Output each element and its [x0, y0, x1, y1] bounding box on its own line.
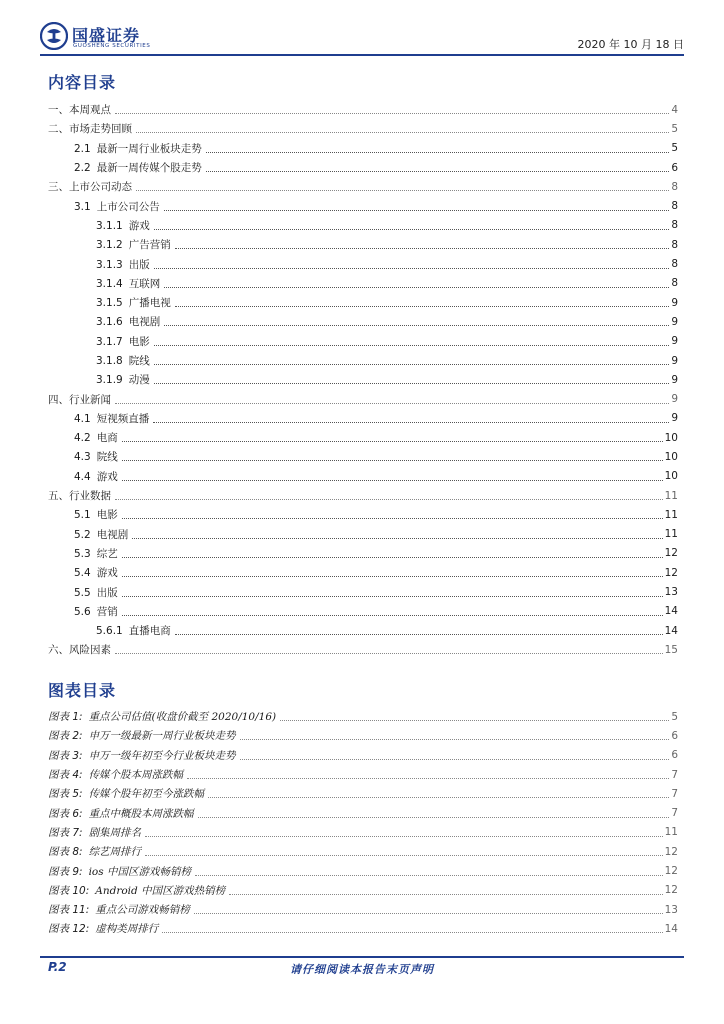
- figure-index-list: [48, 707, 678, 939]
- dot-leader: [154, 258, 670, 269]
- dot-leader: [187, 768, 669, 779]
- toc-entry-page: 12: [664, 566, 678, 579]
- dot-leader: [154, 354, 670, 365]
- dot-leader: [132, 528, 662, 539]
- figure-entry[interactable]: [48, 900, 678, 919]
- toc-entry-page: 6: [671, 161, 678, 174]
- figure-entry-text: Android 中国区游戏热销榜: [95, 884, 226, 897]
- dot-leader: [136, 122, 669, 133]
- toc-entry-label: [74, 507, 120, 522]
- toc-entry[interactable]: [48, 312, 678, 331]
- toc-entry-number: 3.1.2: [96, 239, 123, 252]
- figure-entry-text: 重点公司游戏畅销榜: [95, 904, 190, 917]
- toc-entry-page: 5: [671, 122, 678, 135]
- dot-leader: [122, 586, 663, 597]
- figure-entry-label: [48, 883, 227, 898]
- figure-entry[interactable]: [48, 726, 678, 745]
- toc-entry-page: 8: [671, 180, 678, 193]
- toc-entry[interactable]: [48, 582, 678, 601]
- figure-entry[interactable]: [48, 784, 678, 803]
- toc-entry-text: 短视频直播: [96, 412, 150, 425]
- toc-entry-page: 10: [664, 470, 678, 483]
- toc-entry-label: [74, 160, 204, 175]
- dot-leader: [136, 180, 669, 191]
- figure-entry-label: [48, 767, 185, 782]
- figure-entry-number: 图表 7:: [48, 826, 83, 839]
- dot-leader: [154, 373, 670, 384]
- toc-entry-text: 营销: [96, 605, 118, 618]
- toc-entry-page: 8: [671, 200, 678, 213]
- toc-entry[interactable]: [48, 602, 678, 621]
- toc-entry-label: [48, 121, 134, 136]
- toc-entry-label: [74, 469, 120, 484]
- toc-entry-text: 最新一周行业板块走势: [96, 142, 202, 155]
- figure-entry-text: 综艺周排行: [88, 846, 142, 859]
- toc-entry-text: 广播电视: [128, 297, 171, 310]
- toc-entry[interactable]: [48, 235, 678, 254]
- dot-leader: [229, 884, 663, 895]
- figure-entry[interactable]: [48, 842, 678, 861]
- dot-leader: [122, 431, 663, 442]
- dot-leader: [122, 450, 663, 461]
- toc-entry[interactable]: [48, 563, 678, 582]
- figure-entry-label: [48, 902, 192, 917]
- figure-entry-text: 传媒个股本周涨跌幅: [88, 769, 184, 782]
- figure-entry[interactable]: [48, 765, 678, 784]
- figure-entry-label: [48, 806, 196, 821]
- figure-entry-text: 传媒个股年初至今涨跌幅: [88, 788, 205, 801]
- figure-entry-label: [48, 748, 238, 763]
- figure-entry[interactable]: [48, 919, 678, 938]
- dot-leader: [164, 200, 670, 211]
- toc-entry[interactable]: [48, 505, 678, 524]
- toc-entry-label: [96, 334, 152, 349]
- toc-entry-label: [74, 430, 120, 445]
- toc-entry-page: 10: [664, 431, 678, 444]
- toc-entry-label: [96, 276, 162, 291]
- toc-entry-text: 四、行业新闻: [48, 393, 111, 406]
- toc-entry-label: [96, 218, 152, 233]
- figure-entry-page: 13: [664, 903, 678, 916]
- toc-entry[interactable]: [48, 640, 678, 659]
- toc-entry[interactable]: [48, 158, 678, 177]
- brand-subtitle: GUOSHENG SECURITIES: [73, 43, 151, 49]
- toc-entry-label: [48, 179, 134, 194]
- page-number: P.2: [48, 960, 67, 974]
- toc-entry-number: 4.1: [74, 412, 91, 425]
- figure-entry-number: 图表 8:: [48, 846, 83, 859]
- toc-entry-text: 电商: [96, 432, 118, 445]
- toc-entry-text: 综艺: [96, 547, 118, 560]
- figure-entry-page: 12: [664, 884, 678, 897]
- toc-entry-number: 4.4: [74, 470, 91, 483]
- toc-entry-page: 9: [671, 393, 678, 406]
- toc-entry-number: 3.1: [74, 200, 91, 213]
- figure-entry-number: 图表 12:: [48, 923, 90, 936]
- toc-entry-label: [74, 585, 120, 600]
- toc-entry-page: 9: [671, 315, 678, 328]
- dot-leader: [198, 807, 670, 818]
- toc-entry-number: 4.3: [74, 451, 91, 464]
- dot-leader: [206, 161, 670, 172]
- toc-entry-number: 5.6.1: [96, 625, 123, 638]
- toc-entry-number: 3.1.9: [96, 374, 123, 387]
- toc-entry-number: 5.3: [74, 547, 91, 560]
- dot-leader: [164, 277, 669, 288]
- toc-entry-text: 出版: [128, 258, 150, 271]
- figure-entry-number: 图表 11:: [48, 904, 90, 917]
- figure-entry-text: 重点公司估值(收盘价截至 2020/10/16): [88, 711, 277, 724]
- toc-entry-label: [48, 488, 113, 503]
- toc-entry-text: 院线: [96, 451, 118, 464]
- figure-entry-number: 图表 10:: [48, 884, 90, 897]
- toc-entry[interactable]: [48, 254, 678, 273]
- toc-entry-text: 游戏: [96, 470, 118, 483]
- toc-entry-page: 9: [671, 335, 678, 348]
- toc-entry-number: 3.1.6: [96, 316, 123, 329]
- dot-leader: [240, 749, 670, 760]
- figure-entry-page: 5: [671, 710, 678, 723]
- dot-leader: [240, 729, 670, 740]
- figure-entry-page: 12: [664, 845, 678, 858]
- dot-leader: [154, 219, 670, 230]
- toc-entry-page: 14: [664, 605, 678, 618]
- figure-entry-page: 6: [671, 729, 678, 742]
- toc-entry-number: 3.1.8: [96, 355, 123, 367]
- figure-entry[interactable]: [48, 707, 678, 726]
- dot-leader: [208, 787, 669, 798]
- dot-leader: [122, 508, 663, 519]
- toc-entry-number: 2.1: [74, 142, 91, 155]
- toc-entry-label: [74, 565, 120, 580]
- toc-entry-page: 9: [671, 354, 678, 367]
- figure-entry-label: [48, 864, 193, 879]
- figure-entry[interactable]: [48, 803, 678, 822]
- figure-entry-label: [48, 728, 238, 743]
- toc-entry-page: 9: [671, 412, 678, 425]
- dot-leader: [145, 845, 663, 856]
- toc-entry-text: 电视剧: [128, 316, 161, 329]
- figure-entry-label: [48, 825, 143, 840]
- figure-entry-page: 14: [664, 922, 678, 935]
- dot-leader: [115, 393, 669, 404]
- toc-entry-text: 上市公司公告: [96, 200, 160, 213]
- figure-entry-page: 7: [671, 768, 678, 781]
- dot-leader: [206, 142, 670, 153]
- toc-entry-number: 3.1.3: [96, 258, 123, 271]
- figure-entry-number: 图表 2:: [48, 730, 83, 743]
- toc-entry-number: 5.2: [74, 528, 91, 541]
- dot-leader: [195, 865, 663, 876]
- toc-entry-label: [96, 372, 152, 387]
- toc-entry[interactable]: [48, 428, 678, 447]
- toc-entry-label: [48, 642, 113, 657]
- guosheng-logo-icon: [40, 22, 68, 50]
- figure-entry-label: [48, 709, 278, 724]
- toc-entry[interactable]: [48, 486, 678, 505]
- toc-entry-number: 2.2: [74, 162, 91, 175]
- toc-entry-text: 游戏: [128, 219, 150, 232]
- figure-index-title: 图表目录: [48, 681, 117, 700]
- figure-entry-text: 申万一级年初至今行业板块走势: [88, 749, 236, 762]
- toc-entry-page: 13: [664, 586, 678, 599]
- figure-entry-page: 12: [664, 865, 678, 878]
- toc-entry-text: 院线: [128, 355, 150, 367]
- toc-entry-text: 游戏: [96, 567, 118, 580]
- toc-entry[interactable]: [48, 525, 678, 544]
- toc-entry-page: 9: [671, 373, 678, 386]
- dot-leader: [153, 412, 669, 423]
- toc-entry-label: [74, 604, 120, 619]
- toc-entry-label: [74, 546, 120, 561]
- toc-entry-number: 4.2: [74, 432, 91, 445]
- report-date: 2020 年 10 月 18 日: [577, 38, 684, 51]
- toc-entry-text: 电影: [96, 509, 118, 522]
- toc-entry-label: [96, 353, 152, 368]
- toc-entry[interactable]: [48, 177, 678, 196]
- dot-leader: [175, 624, 663, 635]
- toc-entry[interactable]: [48, 389, 678, 408]
- toc-list: [48, 100, 678, 660]
- toc-entry-page: 12: [664, 547, 678, 560]
- toc-entry-number: 3.1.4: [96, 277, 123, 290]
- toc-entry-label: [96, 623, 173, 638]
- dot-leader: [122, 605, 663, 616]
- toc-entry[interactable]: [48, 293, 678, 312]
- dot-leader: [122, 547, 663, 558]
- toc-entry[interactable]: [48, 467, 678, 486]
- figure-entry[interactable]: [48, 881, 678, 900]
- toc-entry-page: 15: [664, 643, 678, 656]
- figure-entry-label: [48, 786, 206, 801]
- footer-disclaimer: 请仔细阅读本报告末页声明: [290, 963, 434, 976]
- toc-entry-page: 8: [671, 219, 678, 232]
- toc-entry-number: 3.1.5: [96, 297, 123, 310]
- figure-entry-page: 11: [664, 826, 678, 839]
- toc-entry-page: 8: [671, 258, 678, 271]
- dot-leader: [145, 826, 663, 837]
- toc-entry-page: 4: [671, 103, 678, 116]
- figure-entry-text: 剧集周排名: [88, 826, 142, 839]
- toc-entry[interactable]: [48, 370, 678, 389]
- toc-entry-text: 三、上市公司动态: [48, 181, 132, 194]
- toc-entry-text: 动漫: [128, 374, 150, 387]
- toc-entry-page: 9: [671, 296, 678, 309]
- toc-entry-label: [74, 449, 120, 464]
- dot-leader: [164, 315, 669, 326]
- toc-entry[interactable]: [48, 447, 678, 466]
- toc-entry-text: 二、市场走势回顾: [48, 123, 132, 136]
- figure-entry-number: 图表 3:: [48, 749, 83, 762]
- toc-entry-page: 10: [664, 450, 678, 463]
- toc-entry-page: 11: [664, 528, 678, 541]
- figure-entry[interactable]: [48, 746, 678, 765]
- toc-entry-label: [74, 411, 151, 426]
- toc-entry[interactable]: [48, 621, 678, 640]
- figure-entry-number: 图表 9:: [48, 865, 83, 878]
- toc-entry-text: 互联网: [128, 277, 161, 290]
- toc-entry-number: 5.5: [74, 586, 91, 599]
- figure-entry-page: 7: [671, 807, 678, 820]
- toc-entry-label: [96, 295, 173, 310]
- toc-entry-text: 直播电商: [128, 625, 171, 638]
- toc-entry-number: 5.1: [74, 509, 91, 522]
- toc-entry-text: 电影: [128, 335, 150, 348]
- figure-entry-label: [48, 921, 160, 936]
- toc-entry-page: 8: [671, 238, 678, 251]
- toc-entry-text: 最新一周传媒个股走势: [96, 162, 202, 175]
- dot-leader: [115, 489, 663, 500]
- toc-entry[interactable]: [48, 100, 678, 119]
- toc-entry[interactable]: [48, 544, 678, 563]
- toc-entry-label: [96, 257, 152, 272]
- dot-leader: [154, 335, 670, 346]
- dot-leader: [122, 470, 663, 481]
- toc-entry-page: 14: [664, 624, 678, 637]
- dot-leader: [175, 296, 670, 307]
- dot-leader: [194, 903, 663, 914]
- dot-leader: [280, 710, 669, 721]
- dot-leader: [115, 103, 669, 114]
- toc-entry-text: 出版: [96, 586, 118, 599]
- toc-entry-page: 8: [671, 277, 678, 290]
- toc-entry-label: [74, 199, 162, 214]
- figure-entry-text: 重点中概股本周涨跌幅: [88, 807, 194, 820]
- toc-entry[interactable]: [48, 274, 678, 293]
- toc-entry[interactable]: [48, 216, 678, 235]
- toc-entry-text: 电视剧: [96, 528, 129, 541]
- brand-name: 国盛证券: [72, 26, 141, 45]
- figure-entry[interactable]: [48, 823, 678, 842]
- figure-entry-text: ios 中国区游戏畅销榜: [88, 865, 191, 878]
- dot-leader: [175, 238, 670, 249]
- page-header: [40, 22, 684, 52]
- figure-entry-number: 图表 6:: [48, 807, 83, 820]
- toc-entry-text: 六、风险因素: [48, 644, 111, 657]
- toc-title: 内容目录: [48, 73, 117, 92]
- figure-entry-text: 虚构类周排行: [95, 923, 159, 936]
- toc-entry-page: 11: [664, 489, 678, 502]
- figure-entry-number: 图表 1:: [48, 711, 83, 724]
- figure-entry[interactable]: [48, 861, 678, 880]
- toc-entry-number: 3.1.1: [96, 219, 123, 232]
- toc-entry-label: [48, 102, 113, 117]
- toc-entry-label: [96, 314, 162, 329]
- toc-entry-page: 5: [671, 142, 678, 155]
- toc-entry-label: [74, 527, 130, 542]
- toc-entry[interactable]: [48, 409, 678, 428]
- toc-entry-page: 11: [664, 508, 678, 521]
- figure-entry-number: 图表 5:: [48, 788, 83, 801]
- toc-entry[interactable]: [48, 139, 678, 158]
- toc-entry-number: 5.4: [74, 567, 91, 580]
- footer-divider: [40, 956, 684, 958]
- dot-leader: [115, 643, 663, 654]
- toc-entry[interactable]: [48, 332, 678, 351]
- toc-entry[interactable]: [48, 119, 678, 138]
- toc-entry[interactable]: [48, 196, 678, 215]
- toc-entry-text: 广告营销: [128, 239, 171, 252]
- figure-entry-number: 图表 4:: [48, 769, 83, 782]
- figure-entry-page: 6: [671, 749, 678, 762]
- figure-entry-label: [48, 844, 143, 859]
- toc-entry-text: 五、行业数据: [48, 490, 111, 503]
- figure-entry-text: 申万一级最新一周行业板块走势: [88, 730, 236, 743]
- figure-entry-page: 7: [671, 787, 678, 800]
- toc-entry-number: 3.1.7: [96, 335, 123, 348]
- toc-entry-number: 5.6: [74, 605, 91, 618]
- toc-entry-label: [96, 237, 173, 252]
- header-divider: [40, 54, 684, 56]
- toc-entry[interactable]: [48, 351, 678, 370]
- toc-entry-label: [74, 141, 204, 156]
- dot-leader: [162, 922, 662, 933]
- toc-entry-text: 一、本周观点: [48, 104, 111, 117]
- toc-entry-label: [48, 392, 113, 407]
- dot-leader: [122, 566, 663, 577]
